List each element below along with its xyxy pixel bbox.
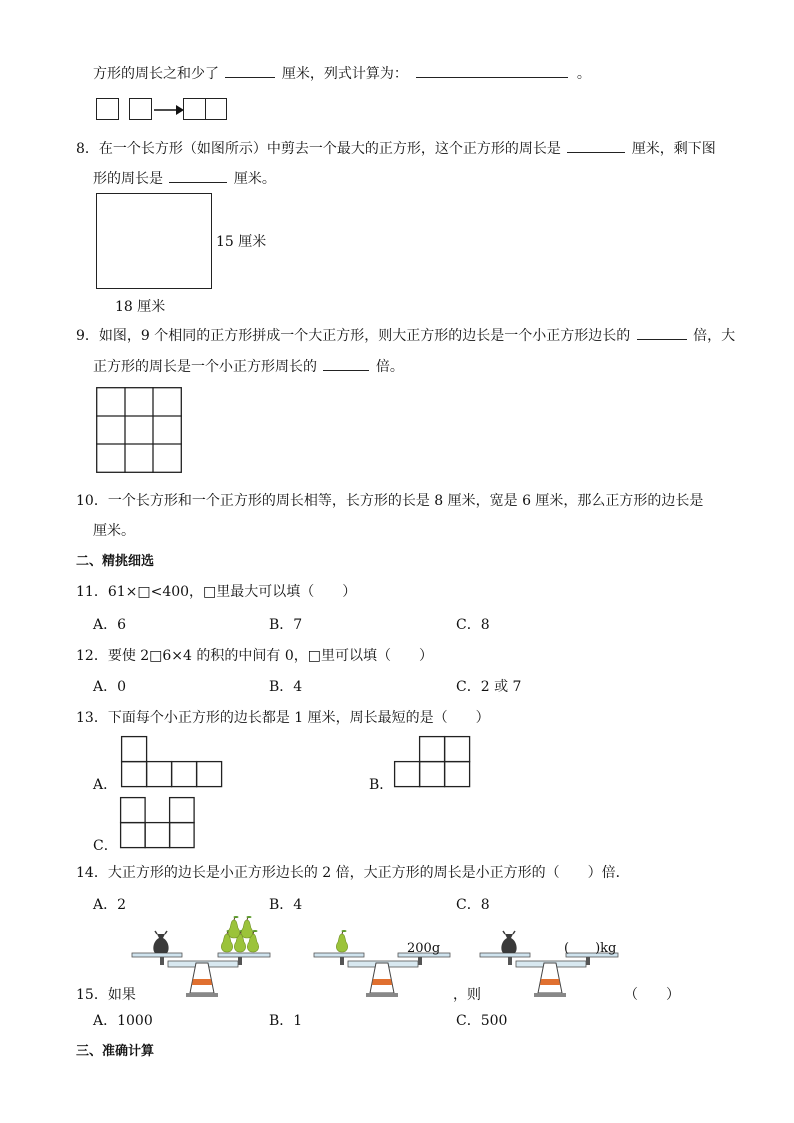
scale-1-figure [132,915,272,997]
option-c[interactable]: C．8 [456,897,490,913]
weight-bag-icon [501,931,516,953]
answer-blank[interactable] [169,168,227,183]
q10-line1: 10．一个长方形和一个正方形的周长相等，长方形的长是 8 厘米，宽是 6 厘米，那么正方形的边长是 [76,493,704,509]
answer-blank[interactable] [225,63,275,78]
option-c[interactable]: C． [93,838,118,854]
q7-text: 方形的周长之和少了 厘米，列式计算为： 。 [93,63,591,83]
shape-a-figure [121,736,223,788]
q15-stem-b: ，则 [453,987,481,1003]
option-b[interactable]: B． [369,777,394,793]
q12-stem: 12．要使 2□6×4 的积的中间有 0，□里可以填（ ） [76,648,433,664]
rectangle-figure [96,193,212,289]
pear-icon [336,930,347,952]
option-b[interactable]: B．7 [269,617,303,633]
q15-stem-c: （ ） [624,987,680,1003]
small-square-2 [129,98,152,120]
q10-line2: 厘米。 [93,523,135,539]
height-label: 15 厘米 [216,234,267,250]
option-b[interactable]: B．4 [269,897,303,913]
q15-stem-a: 15．如果 [76,987,136,1003]
q11-stem: 11．61×□<400，□里最大可以填（ ） [76,584,357,600]
q14-stem: 14．大正方形的边长是小正方形边长的 2 倍，大正方形的周长是小正方形的（ ）倍． [76,865,630,881]
answer-blank[interactable] [323,356,369,371]
small-square-1 [96,98,119,120]
grid-3x3-figure [96,387,182,473]
unknown-weight-label: ( )kg [564,941,617,956]
option-c[interactable]: C．8 [456,617,490,633]
divider-line [205,98,206,120]
option-c[interactable]: C．2 或 7 [456,679,522,695]
pear-icon [228,916,239,938]
pear-icon [241,916,252,938]
arrow-icon [152,100,186,120]
weight-label-200g: 200g [407,941,441,956]
shape-b-figure [394,736,472,788]
option-a[interactable]: A．0 [93,679,127,695]
q9-line1: 9．如图，9 个相同的正方形拼成一个大正方形，则大正方形的边长是一个小正方形边长的 倍，大 [76,325,735,345]
option-c[interactable]: C．500 [456,1013,508,1029]
weight-bag-icon [153,931,168,953]
q13-stem: 13．下面每个小正方形的边长都是 1 厘米，周长最短的是（ ） [76,710,490,726]
option-a[interactable]: A．1000 [93,1013,153,1029]
answer-blank[interactable] [567,138,625,153]
option-a[interactable]: A．2 [93,897,127,913]
option-b[interactable]: B．1 [269,1013,303,1029]
q8-line2: 形的周长是 厘米。 [93,168,276,188]
option-a[interactable]: A．6 [93,617,127,633]
option-a[interactable]: A． [93,777,118,793]
option-b[interactable]: B．4 [269,679,303,695]
section-heading: 三、准确计算 [76,1044,155,1059]
q8-line1: 8．在一个长方形（如图所示）中剪去一个最大的正方形，这个正方形的周长是 厘米，剩下图 [76,138,716,158]
q9-line2: 正方形的周长是一个小正方形周长的 倍。 [93,356,404,376]
answer-blank[interactable] [416,63,568,78]
answer-blank[interactable] [637,325,687,340]
width-label: 18 厘米 [115,299,166,315]
shape-c-figure [120,797,196,849]
section-heading: 二、精挑细选 [76,554,155,569]
